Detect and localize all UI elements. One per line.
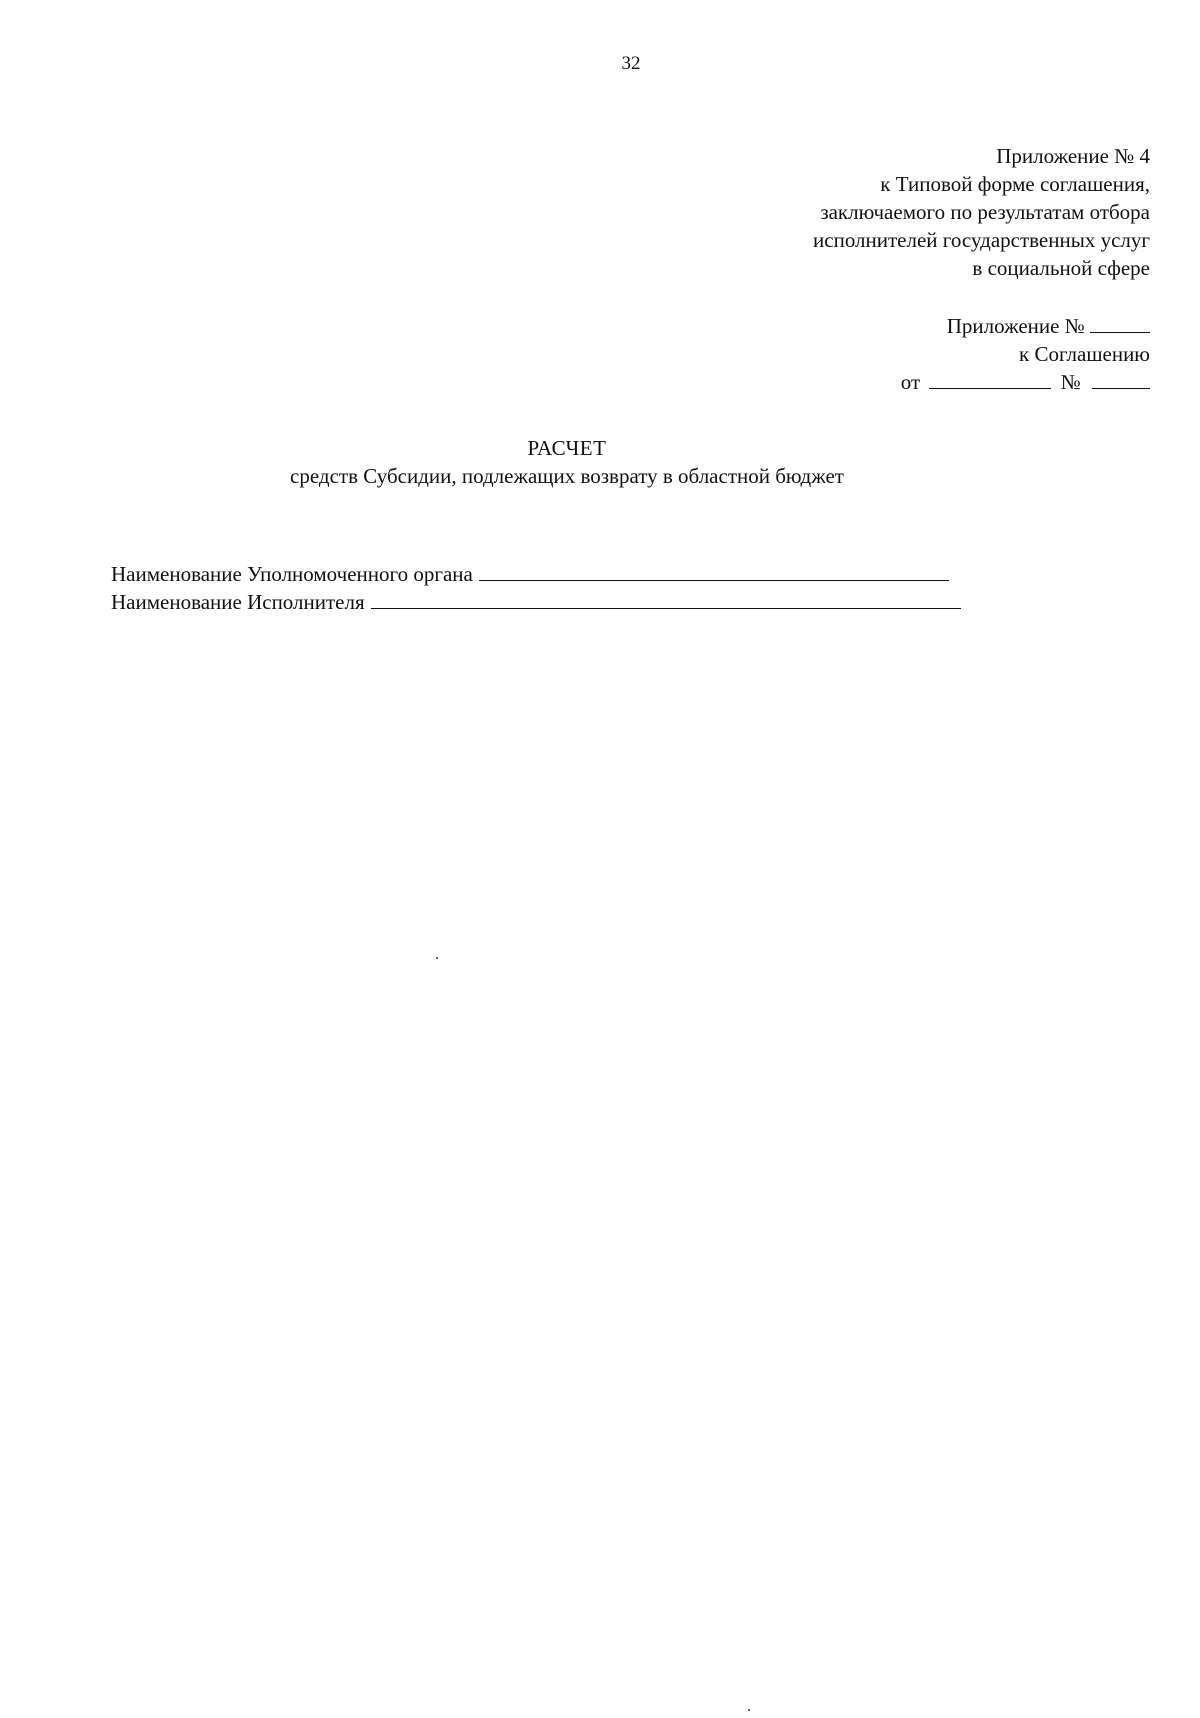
appendix-line: Приложение № 4 [996,144,1150,168]
authorized-body-row [111,560,961,588]
executor-label: Наименование Исполнителя [111,590,365,614]
executor-row [111,588,961,616]
agreement-date-row [901,368,1150,396]
executor-blank[interactable] [371,588,961,609]
scan-speck [748,1709,750,1711]
authorized-body-label: Наименование Уполномоченного органа [111,562,473,586]
agreement-appendix-row [901,312,1150,340]
appendix-number-blank[interactable] [1090,312,1150,333]
appendix-header [813,142,1150,282]
agreement-date-blank[interactable] [929,368,1051,389]
name-fields [111,560,961,616]
agreement-to-row: к Соглашению [1019,342,1150,366]
scan-speck [436,957,438,959]
date-from-label: от [900,370,921,394]
agreement-number-label: № [1060,370,1081,394]
appendix-line: к Типовой форме соглашения, [880,172,1150,196]
appendix-line: заключаемого по результатам отбора [820,200,1150,224]
title-main: РАСЧЕТ [527,436,607,460]
document-title [0,434,1134,490]
agreement-appendix-label: Приложение № [946,314,1085,338]
agreement-number-blank[interactable] [1092,368,1150,389]
appendix-line: исполнителей государственных услуг [813,228,1150,252]
agreement-reference [901,312,1150,396]
appendix-line: в социальной сфере [972,256,1150,280]
authorized-body-blank[interactable] [479,560,949,581]
title-subtitle: средств Субсидии, подлежащих возврату в областной бюджет [290,464,844,488]
page-number: 32 [621,53,641,74]
